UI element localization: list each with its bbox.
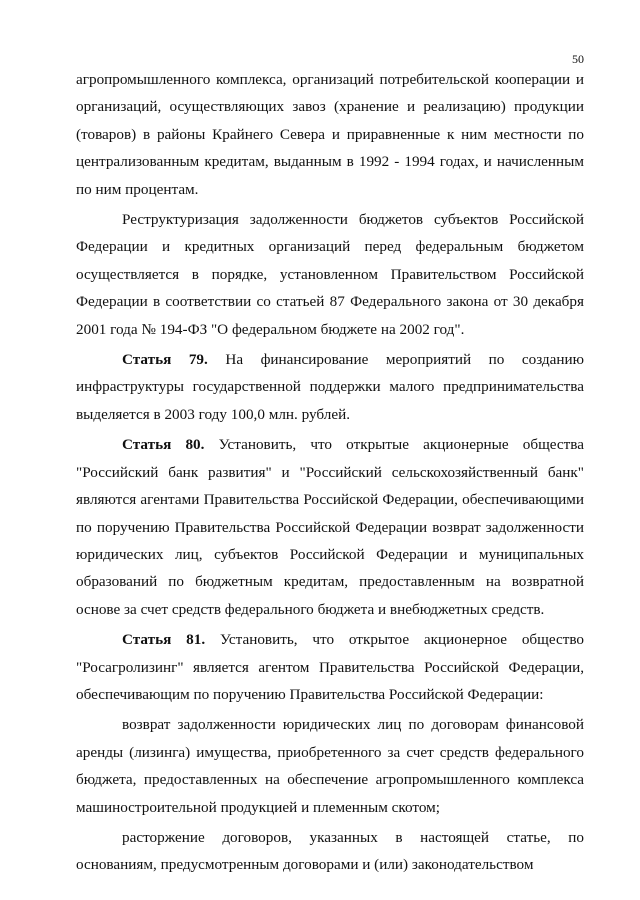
paragraph	[76, 66, 584, 203]
page-number: 50	[572, 52, 584, 66]
paragraph	[76, 206, 584, 343]
article-79	[76, 346, 584, 428]
paragraph-text: На финансирование мероприятий по созданию инфраструктуры государственной поддержки малого предпринимательства выделяется в 2003 году 100,0 млн. рублей.	[76, 351, 584, 423]
paragraph-text: Реструктуризация задолженности бюджетов субъектов Российской Федерации и кредитных организаций перед федеральным бюджетом осуществляется в порядке, установленном Правительством Российской Федерации в соответствии со статьей 87 Федерального закона от 30 декабря 2001 года № 194-ФЗ "О федеральном бюджете на 2002 год".	[76, 211, 584, 338]
article-title: Статья 81.	[122, 631, 206, 649]
article-80	[76, 431, 584, 623]
document-body	[76, 66, 584, 882]
paragraph-text: агропромышленного комплекса, организаций потребительской кооперации и организаций, осуществляющих завоз (хранение и реализацию) продукции (товаров) в районы Крайнего Севера и приравненные к ним местности по централизованным кредитам, выданным в 1992 - 1994 годах, и начисленным по ним процентам.	[76, 71, 584, 198]
paragraph	[76, 824, 584, 879]
paragraph-text: возврат задолженности юридических лиц по договорам финансовой аренды (лизинга) имущества, приобретенного за счет средств федерального бюджета, предоставленных на обеспечение агропромышленного комплекса машиностроительной продукцией и племенным скотом;	[76, 716, 584, 816]
paragraph	[76, 711, 584, 821]
paragraph-text: Установить, что открытое акционерное общество "Росагролизинг" является агентом Правительства Российской Федерации, обеспечивающим по поручению Правительства Российской Федерации:	[76, 631, 584, 703]
article-81	[76, 626, 584, 708]
article-title: Статья 79.	[122, 351, 208, 369]
paragraph-text: Установить, что открытые акционерные общества "Российский банк развития" и "Российский сельскохозяйственный банк" являются агентами Правительства Российской Федерации, обеспечивающими по поручению Правительства Российской Федерации возврат задолженности юридических лиц, субъектов Российской Федерации и муниципальных образований по бюджетным кредитам, предоставленным на возвратной основе за счет средств федерального бюджета и внебюджетных средств.	[76, 436, 584, 618]
article-title: Статья 80.	[122, 436, 205, 454]
paragraph-text: расторжение договоров, указанных в настоящей статье, по основаниям, предусмотренным договорами и (или) законодательством	[76, 828, 584, 874]
